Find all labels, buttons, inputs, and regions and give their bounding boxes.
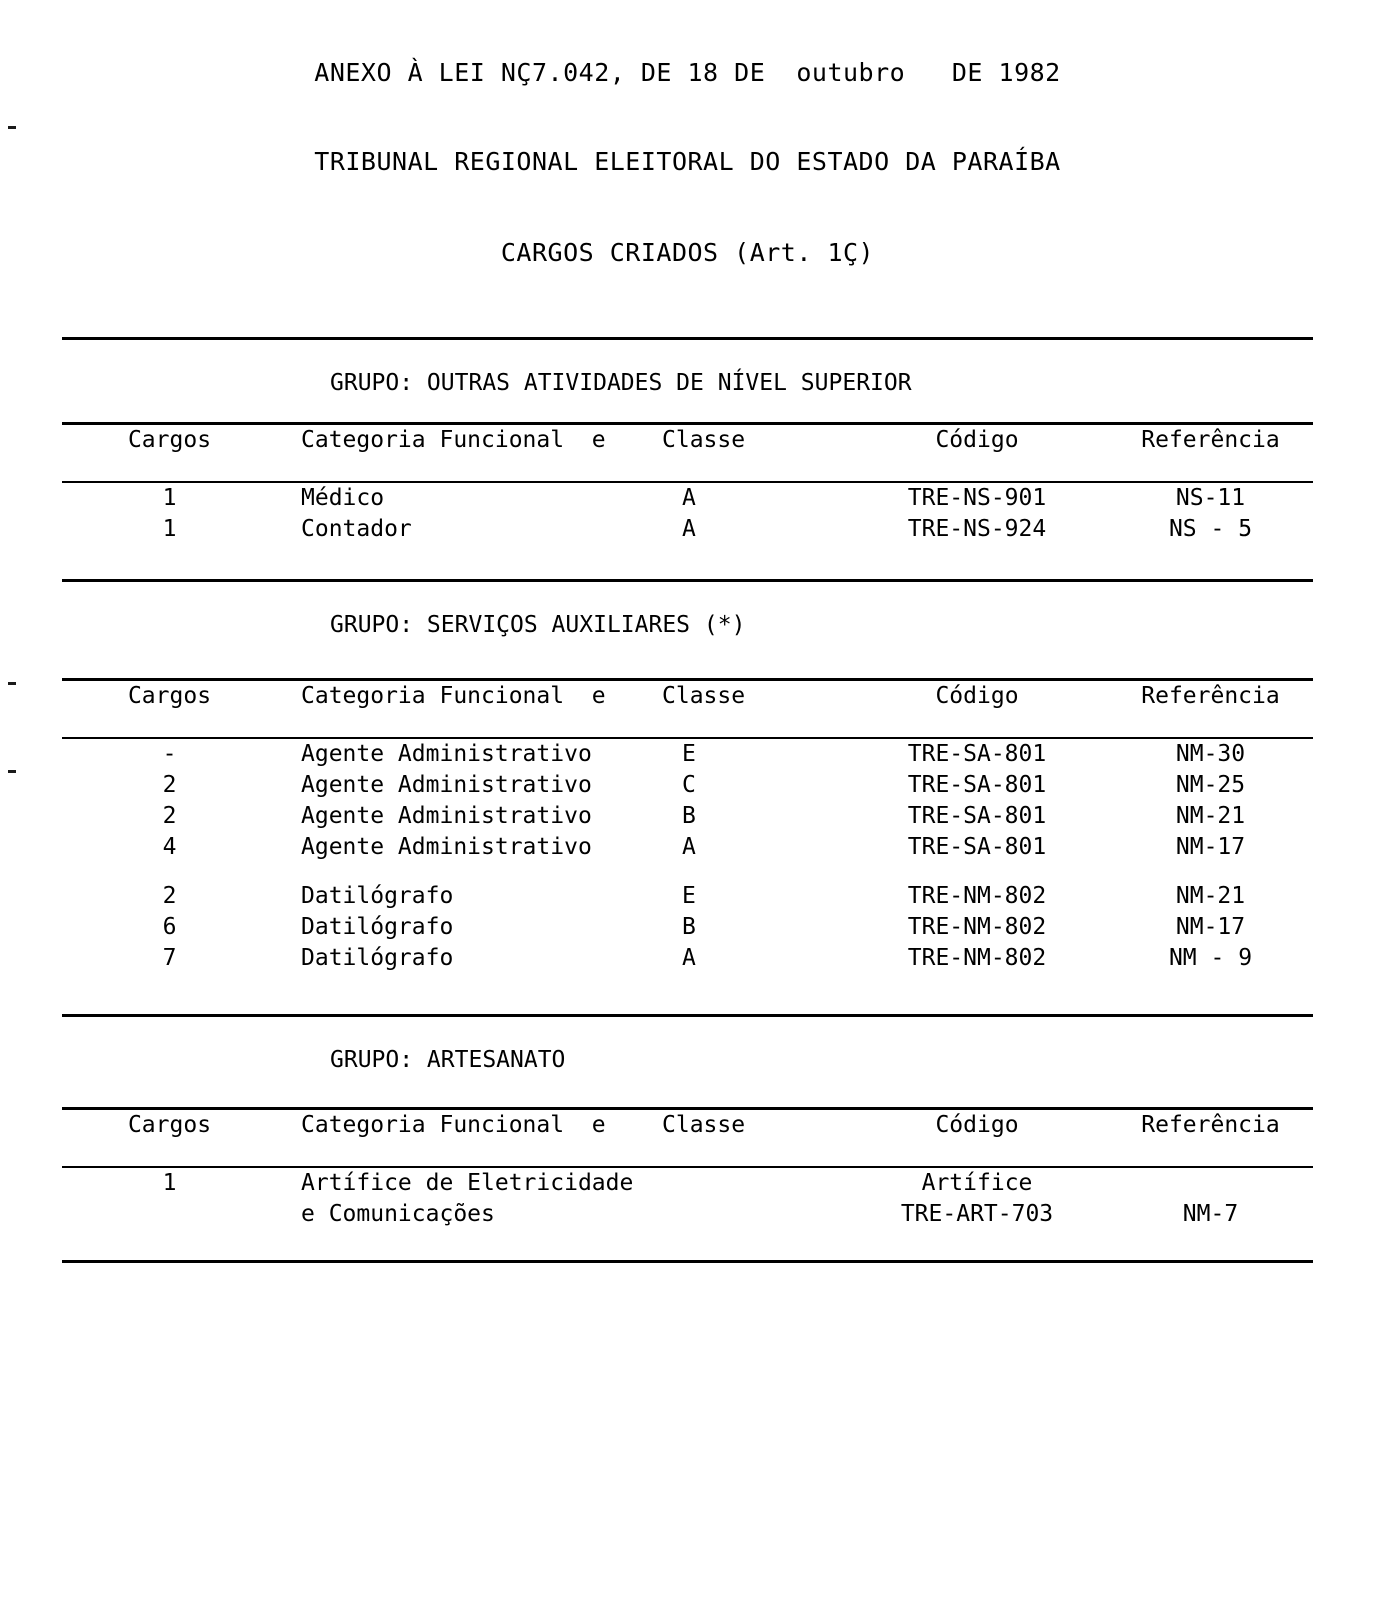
cell-classe: A [682, 485, 696, 511]
cell-classe: A [682, 834, 696, 860]
column-header-cargos: Cargos [127, 683, 212, 709]
scan-edge-tick [8, 770, 16, 773]
cargos-table-2-body [62, 739, 1314, 974]
cell-referencia: NM-21 [1175, 803, 1246, 829]
cell-referencia [1107, 1168, 1314, 1230]
table-header-row [62, 681, 1314, 711]
column-header-categoria: Categoria Funcional e [301, 683, 606, 709]
cell-categoria-line-1: Artífice de Eletricidade [301, 1170, 634, 1196]
cell-cargos: 6 [162, 914, 177, 940]
cell-referencia: NS-11 [1175, 485, 1246, 511]
cell-codigo: TRE-SA-801 [907, 772, 1047, 798]
table-row [62, 912, 1314, 943]
cell-codigo: TRE-SA-801 [907, 741, 1047, 767]
column-header-classe: Classe [662, 427, 746, 453]
cell-classe: C [682, 772, 696, 798]
cell-codigo: TRE-SA-801 [907, 803, 1047, 829]
section-rule-bottom [62, 1260, 1313, 1263]
table-row [62, 832, 1314, 863]
cell-classe [662, 1168, 847, 1230]
cell-referencia-value: NM-7 [1182, 1201, 1239, 1227]
group-label-2: GRUPO: SERVIÇOS AUXILIARES (*) [330, 612, 746, 638]
cell-classe: A [682, 516, 696, 542]
cell-codigo-line-1: Artífice [921, 1170, 1033, 1196]
document-page [0, 58, 1375, 1620]
page-title-line-2: TRIBUNAL REGIONAL ELEITORAL DO ESTADO DA PARAÍBA [314, 147, 1061, 176]
cell-categoria: Datilógrafo [301, 945, 454, 971]
column-header-codigo: Código [935, 427, 1019, 453]
cell-codigo-line-2: TRE-ART-703 [900, 1201, 1054, 1227]
cell-codigo: TRE-NS-924 [907, 516, 1047, 542]
cell-cargos: 7 [162, 945, 177, 971]
table-row [62, 514, 1314, 545]
table-row [62, 863, 1314, 912]
scan-edge-tick [8, 126, 16, 129]
cell-cargos: 1 [162, 485, 177, 511]
column-header-referencia: Referência [1141, 1112, 1280, 1138]
cell-codigo: TRE-NM-802 [907, 945, 1047, 971]
cell-categoria [277, 1168, 662, 1230]
cell-categoria: Datilógrafo [301, 883, 454, 909]
cell-categoria: Agente Administrativo [301, 803, 592, 829]
cell-cargos: 2 [162, 772, 177, 798]
cell-codigo: TRE-NM-802 [907, 914, 1047, 940]
column-header-codigo: Código [935, 683, 1019, 709]
column-header-referencia: Referência [1141, 427, 1280, 453]
cargos-table-3-body [62, 1168, 1314, 1230]
cell-categoria: Agente Administrativo [301, 834, 592, 860]
column-header-cargos: Cargos [127, 427, 212, 453]
cell-categoria: Agente Administrativo [301, 772, 592, 798]
column-header-cargos: Cargos [127, 1112, 212, 1138]
cell-referencia: NM-30 [1175, 741, 1246, 767]
page-title-line-3: CARGOS CRIADOS (Art. 1Ç) [500, 238, 875, 267]
cell-categoria: Contador [301, 516, 412, 542]
page-title-line-1: ANEXO À LEI NÇ7.042, DE 18 DE outubro DE 1982 [314, 58, 1061, 87]
cell-cargos: 2 [162, 883, 177, 909]
cell-cargos: 4 [162, 834, 177, 860]
cell-categoria: Datilógrafo [301, 914, 454, 940]
cell-classe: E [682, 883, 696, 909]
cell-referencia: NM-17 [1175, 834, 1246, 860]
cell-referencia: NM - 9 [1168, 945, 1253, 971]
table-row [62, 943, 1314, 974]
column-header-codigo: Código [935, 1112, 1019, 1138]
cell-cargos: - [162, 741, 177, 767]
table-row [62, 801, 1314, 832]
column-header-classe: Classe [662, 683, 746, 709]
column-header-categoria: Categoria Funcional e [301, 1112, 606, 1138]
cell-categoria: Agente Administrativo [301, 741, 592, 767]
table-row [62, 1168, 1314, 1230]
column-header-referencia: Referência [1141, 683, 1280, 709]
cell-codigo: TRE-SA-801 [907, 834, 1047, 860]
cell-referencia: NS - 5 [1168, 516, 1253, 542]
cargos-table-3 [62, 1110, 1314, 1140]
cell-codigo: TRE-NM-802 [907, 883, 1047, 909]
table-row [62, 483, 1314, 514]
cell-referencia: NM-25 [1175, 772, 1246, 798]
cell-classe: A [682, 945, 696, 971]
cell-codigo [847, 1168, 1107, 1230]
cell-classe: B [682, 914, 696, 940]
table-header-row [62, 425, 1314, 455]
column-header-categoria: Categoria Funcional e [301, 427, 606, 453]
cargos-table-1-body [62, 483, 1314, 545]
cell-categoria-line-2: e Comunicações [301, 1201, 495, 1227]
table-header-row [62, 1110, 1314, 1140]
cell-cargos: 1 [162, 516, 177, 542]
column-header-classe: Classe [662, 1112, 746, 1138]
cargos-table-2 [62, 681, 1314, 711]
table-row [62, 770, 1314, 801]
cell-codigo: TRE-NS-901 [907, 485, 1047, 511]
cell-cargos: 1 [162, 1170, 177, 1196]
cell-classe: B [682, 803, 696, 829]
scan-edge-tick [8, 682, 16, 685]
cell-classe: E [682, 741, 696, 767]
cell-referencia: NM-21 [1175, 883, 1246, 909]
cell-cargos: 2 [162, 803, 177, 829]
table-row [62, 739, 1314, 770]
cell-referencia: NM-17 [1175, 914, 1246, 940]
cargos-table-1 [62, 425, 1314, 455]
group-label-1: GRUPO: OUTRAS ATIVIDADES DE NÍVEL SUPERIOR [330, 370, 912, 396]
group-label-3: GRUPO: ARTESANATO [330, 1047, 566, 1073]
cell-categoria: Médico [301, 485, 385, 511]
